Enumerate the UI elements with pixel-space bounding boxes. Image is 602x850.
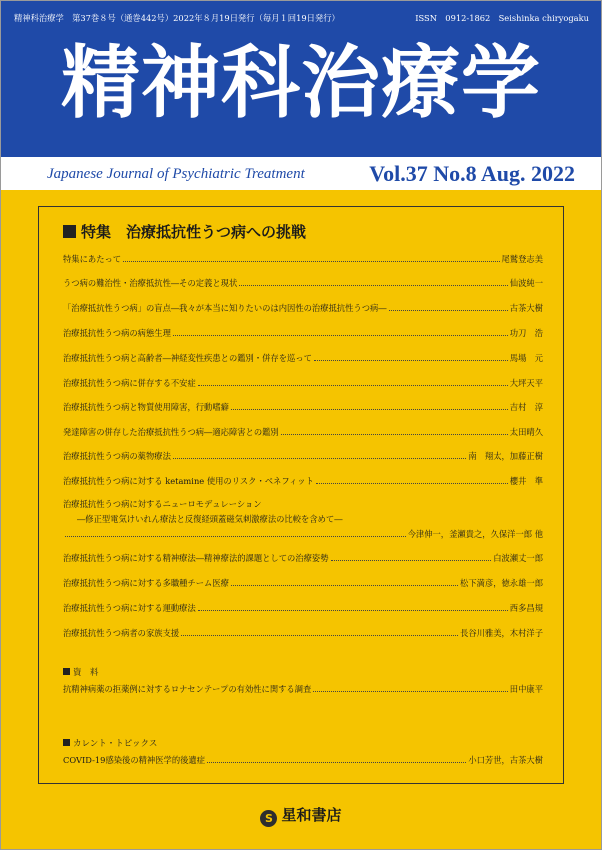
feature-heading [63,221,306,242]
leader-dots [207,762,466,763]
topics-heading [63,737,157,749]
toc-entry[interactable] [63,575,543,589]
toc-authors: 田中康平 [509,684,543,694]
toc-authors: 古茶大樹 [509,303,543,313]
toc-authors: 今津伸一，釜瀬貴之，久保洋一郎 他 [407,529,543,539]
volume-number: Vol.37 No.8 Aug. 2022 [369,161,575,186]
toc-authors: 吉村 淳 [509,402,543,412]
leader-dots [239,285,508,286]
toc-authors: 尾鷲登志美 [501,254,543,264]
toc-entry[interactable] [63,300,543,314]
square-bullet-icon [63,739,70,746]
leader-dots [316,483,508,484]
publisher-logo-icon: S [260,810,277,827]
toc-title: 治療抵抗性うつ病と物質使用障害，行動嗜癖 [63,402,229,412]
leader-dots [389,310,508,311]
toc-entry[interactable] [63,275,543,289]
toc-authors: 功刀 浩 [509,328,543,338]
contents-box [38,206,564,784]
toc-title: 治療抵抗性うつ病に対する運動療法 [63,603,196,613]
toc-title: 治療抵抗性うつ病に対する精神療法―精神療法的課題としての治療姿勢 [63,553,329,563]
toc-authors: 小口芳世，古茶大樹 [468,755,543,765]
toc-entry[interactable] [63,600,543,614]
toc-authors: 南 翔太，加藤正樹 [468,451,543,461]
leader-dots [198,610,508,611]
toc-title: 治療抵抗性うつ病に対する ketamine 使用のリスク・ベネフィット [63,476,314,486]
toc-title: 治療抵抗性うつ病と高齢者―神経変性疾患との鑑別・併存を巡って [63,353,312,363]
toc-title: 発達障害の併存した治療抵抗性うつ病―適応障害との鑑別 [63,427,279,437]
publisher [1,804,601,827]
leader-dots [173,458,466,459]
toc-entry[interactable] [63,251,543,265]
toc-subtitle: ―修正型電気けいれん療法と反復経頭蓋磁気刺激療法の比較を含めて― [77,514,343,524]
toc-authors: 松下満彦，徳永雄一郎 [460,578,543,588]
toc-entry-authors-line [63,526,543,540]
toc-title: 治療抵抗性うつ病に対するニューロモデュレーション [63,499,262,509]
leader-dots [281,434,508,435]
toc-title: 「治療抵抗性うつ病」の盲点―我々が本当に知りたいのは内因性の治療抵抗性うつ病― [63,303,387,313]
toc-authors: 西多昌規 [509,603,543,613]
leader-dots [231,409,508,410]
toc-entry[interactable] [63,325,543,339]
leader-dots [181,635,458,636]
journal-english-title: Japanese Journal of Psychiatric Treatment [47,166,305,182]
toc-title: 抗精神病薬の拒薬例に対するロナセンテープの有効性に関する調査 [63,684,312,694]
toc-authors: 長谷川雅美，木村洋子 [460,628,543,638]
toc-entry[interactable] [63,681,543,695]
subtitle-band [1,157,601,190]
toc-authors: 馬場 元 [509,353,543,363]
leader-dots [65,536,406,537]
toc-authors: 大坪天平 [509,378,543,388]
leader-dots [123,261,499,262]
toc-entry[interactable] [63,752,543,766]
toc-title: 治療抵抗性うつ病に併存する不安症 [63,378,196,388]
toc-authors: 仙波純一 [509,278,543,288]
toc-title: うつ病の難治性・治療抵抗性―その定義と現状 [63,278,238,288]
toc-title: 治療抵抗性うつ病の薬物療法 [63,451,171,461]
issue-info: 精神科治療学 第37巻８号（通巻442号）2022年８月19日発行（毎月１回19日発行） [14,13,340,23]
toc-entry[interactable] [63,625,543,639]
toc-title: 特集にあたって [63,254,122,264]
issn-info: ISSN 0912-1862 Seishinka chiryogaku [415,13,589,23]
toc-authors: 太田晴久 [509,427,543,437]
toc-title: 治療抵抗性うつ病に対する多職種チーム医療 [63,578,229,588]
journal-title: 精神科治療学 [61,37,541,129]
toc-entry[interactable] [63,375,543,389]
toc-title: 治療抵抗性うつ病の病態生理 [63,328,171,338]
toc-authors: 白波瀬丈一郎 [493,553,543,563]
leader-dots [173,335,508,336]
publisher-name: 星和書店 [281,806,342,824]
toc-title: COVID-19感染後の精神医学的後遺症 [63,755,206,765]
material-heading-text: 資 料 [73,668,99,678]
leader-dots [313,691,507,692]
feature-heading-text: 特集 治療抵抗性うつ病への挑戦 [81,223,307,241]
toc-entry[interactable] [63,550,543,564]
toc-entry-multiline[interactable] [63,496,543,510]
square-bullet-icon [63,668,70,675]
toc-entry[interactable] [63,350,543,364]
header [1,1,601,157]
leader-dots [314,360,508,361]
toc-entry[interactable] [63,473,543,487]
square-bullet-icon [63,225,76,238]
leader-dots [231,585,458,586]
leader-dots [198,385,508,386]
toc-title: 治療抵抗性うつ病者の家族支援 [63,628,180,638]
topics-heading-text: カレント・トピックス [73,739,158,749]
material-heading [63,666,99,678]
toc-entry[interactable] [63,448,543,462]
toc-authors: 櫻井 準 [509,476,543,486]
toc-entry[interactable] [63,424,543,438]
leader-dots [331,560,492,561]
toc-entry[interactable] [63,399,543,413]
